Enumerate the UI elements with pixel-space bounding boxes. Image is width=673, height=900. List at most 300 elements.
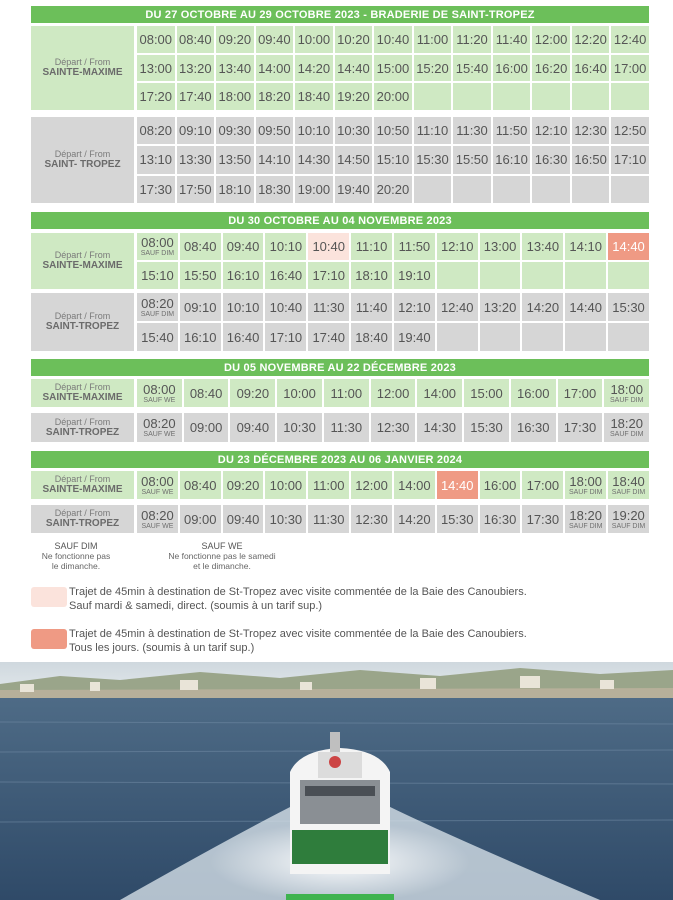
departure-time-cell — [394, 471, 435, 499]
empty-time-cell — [437, 262, 478, 289]
departure-time: 20:20 — [376, 181, 410, 197]
departure-time-cell — [216, 83, 254, 110]
departure-time: 15:50 — [455, 152, 489, 168]
departure-time-cell — [177, 26, 215, 53]
times-row — [137, 323, 649, 351]
departure-time-cell — [414, 26, 452, 53]
departure-time-cell — [180, 233, 221, 260]
departure-time: 12:00 — [534, 31, 568, 47]
footnote-line: Ne fonctionne pas — [41, 550, 111, 561]
departure-time-cell — [532, 117, 570, 144]
departure-time-cell — [511, 413, 556, 442]
times-grid — [137, 293, 649, 351]
boat-photo — [0, 662, 673, 900]
legend-line: Tous les jours. (soumis à un tarif sup.) — [69, 642, 255, 655]
departure-time-cell — [335, 55, 373, 82]
departure-time-cell — [223, 505, 264, 533]
departure-time: 09:10 — [183, 299, 217, 315]
departure-time: 11:30 — [312, 511, 345, 527]
departure-time: 14:20 — [297, 60, 331, 76]
departure-time-cell — [453, 117, 491, 144]
departure-time: 15:30 — [470, 420, 503, 435]
times-row — [137, 379, 649, 407]
departure-time-cell — [437, 505, 478, 533]
departure-time: 09:30 — [218, 123, 252, 139]
departure-time: 17:50 — [179, 181, 212, 197]
departure-time-cell — [480, 293, 521, 321]
departure-time-cell — [265, 233, 306, 260]
legend-text — [69, 627, 527, 656]
departure-time-cell — [394, 262, 435, 289]
footnote-sauf-we — [152, 541, 292, 571]
departure-time-cell — [137, 505, 178, 533]
times-grid — [137, 505, 649, 533]
departure-time: 09:20 — [218, 31, 252, 47]
times-row — [137, 413, 649, 442]
restriction-note: SAUF WE — [141, 522, 174, 530]
departure-time: 19:20 — [612, 507, 645, 523]
departure-time: 19:20 — [337, 89, 370, 105]
departure-time: 12:50 — [613, 123, 647, 139]
departure-time: 15:10 — [376, 152, 410, 168]
departure-time-cell — [335, 176, 373, 203]
empty-time-cell — [565, 323, 606, 351]
departure-time: 10:40 — [269, 299, 303, 315]
departure-time-cell — [137, 293, 178, 321]
departure-from-text: Départ / From — [54, 57, 111, 68]
departure-block — [31, 26, 649, 110]
departure-block — [31, 379, 649, 407]
departure-time-cell — [351, 262, 392, 289]
departure-time-cell — [137, 176, 175, 203]
departure-time-cell — [522, 471, 563, 499]
departure-time-cell — [308, 293, 349, 321]
departure-time-cell — [137, 379, 182, 407]
departure-label — [31, 293, 134, 351]
departure-time-cell — [295, 26, 333, 53]
empty-time-cell — [522, 323, 563, 351]
departure-time-cell — [611, 26, 649, 53]
departure-time-cell — [308, 505, 349, 533]
departure-time: 14:40 — [440, 477, 474, 493]
departure-time-cell — [230, 413, 275, 442]
restriction-note: SAUF DIM — [568, 488, 603, 496]
departure-time: 18:40 — [297, 89, 331, 105]
departure-time-cell — [324, 379, 369, 407]
departure-time: 16:30 — [516, 420, 550, 435]
section-header: DU 05 NOVEMBRE AU 22 DÉCEMBRE 2023 — [31, 359, 649, 376]
departure-time-cell — [493, 55, 531, 82]
departure-time-cell — [565, 505, 606, 533]
departure-time-cell — [493, 146, 531, 173]
times-grid — [137, 233, 649, 289]
departure-time: 08:40 — [189, 385, 223, 401]
departure-time-cell — [308, 233, 349, 260]
departure-time-cell — [558, 379, 603, 407]
departure-time: 14:50 — [337, 152, 370, 168]
times-row — [137, 293, 649, 321]
departure-time: 13:00 — [483, 239, 517, 254]
departure-time-cell — [394, 233, 435, 260]
section-header: DU 27 OCTOBRE AU 29 OCTOBRE 2023 - BRADERIE DE SAINT-TROPEZ — [31, 6, 649, 23]
departure-time-cell — [137, 146, 175, 173]
departure-time-cell — [216, 146, 254, 173]
departure-time: 20:00 — [376, 89, 410, 105]
departure-time: 18:20 — [610, 416, 643, 431]
departure-time-cell — [180, 471, 221, 499]
departure-from-text: Départ / From — [54, 149, 111, 160]
departure-time: 13:00 — [139, 60, 173, 76]
departure-time: 10:00 — [283, 385, 316, 401]
departure-time: 12:10 — [398, 299, 431, 315]
departure-time: 14:20 — [398, 511, 431, 527]
departure-time-cell — [394, 293, 435, 321]
section-header: DU 23 DÉCEMBRE 2023 AU 06 JANVIER 2024 — [31, 451, 649, 468]
departure-time: 15:50 — [183, 268, 217, 283]
departure-time: 14:00 — [258, 60, 291, 76]
departure-time-cell — [565, 471, 606, 499]
departure-time-cell — [437, 233, 478, 260]
departure-time-cell — [137, 26, 175, 53]
departure-port-name: SAINTE-MAXIME — [42, 67, 123, 79]
departure-block — [31, 233, 649, 289]
departure-time-cell — [608, 293, 649, 321]
departure-time-cell — [223, 293, 264, 321]
departure-time-cell — [414, 117, 452, 144]
departure-time: 10:00 — [297, 31, 331, 47]
departure-time: 11:40 — [355, 299, 388, 315]
departure-time-cell — [604, 413, 649, 442]
departure-time-cell — [223, 323, 264, 351]
departure-time-cell — [351, 471, 392, 499]
departure-time-cell — [265, 323, 306, 351]
departure-time-cell — [572, 146, 610, 173]
departure-time-cell — [417, 413, 462, 442]
departure-time: 12:40 — [440, 299, 474, 315]
departure-time: 16:40 — [574, 60, 607, 76]
empty-time-cell — [611, 176, 649, 203]
departure-time-cell — [265, 262, 306, 289]
departure-time-cell — [453, 55, 491, 82]
legend-light — [31, 585, 527, 614]
departure-time: 17:10 — [312, 268, 345, 283]
departure-time: 18:10 — [355, 268, 388, 283]
departure-time: 12:00 — [376, 385, 410, 401]
departure-time-cell — [256, 83, 294, 110]
empty-time-cell — [480, 323, 521, 351]
footnote-title: SAUF DIM — [54, 541, 98, 551]
departure-time-cell — [532, 55, 570, 82]
empty-time-cell — [480, 262, 521, 289]
departure-time-cell — [611, 117, 649, 144]
departure-time-cell — [277, 379, 322, 407]
departure-time-cell — [295, 55, 333, 82]
departure-from-text: Départ / From — [54, 382, 111, 393]
departure-time: 16:30 — [483, 511, 517, 527]
departure-time-cell — [417, 379, 462, 407]
departure-time-cell — [437, 471, 478, 499]
departure-time: 14:30 — [423, 420, 457, 435]
departure-port-name: SAINTE-MAXIME — [42, 260, 123, 272]
departure-time: 19:00 — [297, 181, 331, 197]
departure-time-cell — [216, 117, 254, 144]
departure-label — [31, 117, 134, 203]
departure-time-cell — [394, 505, 435, 533]
empty-time-cell — [608, 262, 649, 289]
departure-time: 10:30 — [269, 511, 303, 527]
departure-time: 11:00 — [416, 31, 449, 47]
times-row — [137, 26, 649, 53]
departure-time: 11:20 — [456, 31, 488, 47]
empty-time-cell — [493, 176, 531, 203]
departure-time: 15:00 — [470, 385, 503, 401]
times-row — [137, 233, 649, 260]
restriction-note: SAUF WE — [141, 488, 174, 496]
departure-time-cell — [295, 146, 333, 173]
departure-time-cell — [177, 83, 215, 110]
departure-time-cell — [137, 83, 175, 110]
departure-time: 11:30 — [330, 420, 363, 435]
departure-time-cell — [265, 505, 306, 533]
times-row — [137, 471, 649, 499]
departure-time-cell — [374, 83, 412, 110]
departure-time: 10:10 — [226, 299, 260, 315]
departure-time: 17:10 — [613, 152, 647, 168]
departure-time-cell — [414, 55, 452, 82]
departure-port-name: SAINT- TROPEZ — [44, 159, 121, 171]
departure-port-name: SAINT-TROPEZ — [45, 426, 120, 438]
departure-time: 08:00 — [141, 473, 174, 489]
restriction-note: SAUF WE — [143, 396, 176, 404]
departure-time-cell — [137, 55, 175, 82]
departure-time: 10:40 — [376, 31, 410, 47]
departure-time-cell — [374, 176, 412, 203]
departure-time: 09:40 — [226, 239, 260, 254]
departure-time-cell — [177, 117, 215, 144]
departure-block — [31, 505, 649, 533]
empty-time-cell — [453, 176, 491, 203]
departure-port-name: SAINT-TROPEZ — [45, 518, 120, 530]
departure-from-text: Départ / From — [54, 250, 111, 261]
departure-time-cell — [335, 146, 373, 173]
departure-from-text: Départ / From — [54, 474, 111, 485]
departure-time: 08:40 — [183, 477, 217, 493]
departure-time: 16:10 — [183, 329, 217, 345]
empty-time-cell — [572, 83, 610, 110]
times-grid — [137, 379, 649, 407]
departure-time-cell — [351, 323, 392, 351]
departure-time: 10:00 — [269, 477, 303, 493]
departure-time-cell — [572, 26, 610, 53]
departure-time: 17:00 — [563, 385, 597, 401]
departure-time: 18:20 — [258, 89, 291, 105]
footnote-line: le dimanche. — [51, 560, 101, 571]
departure-time: 14:00 — [423, 385, 457, 401]
departure-time-cell — [493, 117, 531, 144]
departure-time: 11:00 — [312, 477, 345, 493]
times-row — [137, 146, 649, 173]
departure-time: 10:20 — [337, 31, 370, 47]
departure-time-cell — [414, 146, 452, 173]
departure-time: 12:30 — [355, 511, 388, 527]
departure-time-cell — [464, 413, 509, 442]
times-grid — [137, 413, 649, 442]
departure-time: 08:20 — [143, 416, 176, 431]
departure-time: 08:00 — [139, 31, 173, 47]
departure-time: 08:40 — [183, 239, 217, 254]
departure-time: 10:10 — [297, 123, 331, 139]
departure-time: 18:00 — [569, 473, 602, 489]
times-row — [137, 117, 649, 144]
empty-time-cell — [522, 262, 563, 289]
departure-time: 18:20 — [569, 507, 602, 523]
departure-time: 15:10 — [141, 268, 174, 283]
departure-time-cell — [223, 471, 264, 499]
departure-time: 11:30 — [312, 299, 345, 315]
departure-time-cell — [558, 413, 603, 442]
departure-time: 10:30 — [337, 123, 370, 139]
departure-time: 12:10 — [534, 123, 568, 139]
departure-from-text: Départ / From — [54, 311, 111, 322]
departure-from-text: Départ / From — [54, 508, 111, 519]
departure-time: 11:40 — [495, 31, 528, 47]
departure-time: 10:30 — [283, 420, 316, 435]
restriction-note: SAUF DIM — [611, 522, 646, 530]
departure-time: 14:30 — [297, 152, 331, 168]
departure-time-cell — [351, 293, 392, 321]
departure-time: 10:40 — [312, 239, 345, 254]
departure-time-cell — [532, 146, 570, 173]
departure-time-cell — [522, 505, 563, 533]
departure-time: 16:20 — [534, 60, 568, 76]
departure-time-cell — [608, 233, 649, 260]
departure-time: 09:00 — [183, 511, 217, 527]
departure-time: 09:40 — [236, 420, 270, 435]
departure-time: 12:30 — [574, 123, 607, 139]
departure-time-cell — [216, 176, 254, 203]
times-row — [137, 262, 649, 289]
departure-time: 18:00 — [218, 89, 252, 105]
departure-time-cell — [565, 293, 606, 321]
departure-time-cell — [493, 26, 531, 53]
times-grid — [137, 471, 649, 499]
legend-line: Trajet de 45min à destination de St-Tropez avec visite commentée de la Baie des Canoubiers. — [69, 628, 527, 640]
legend-text — [69, 585, 527, 614]
departure-time: 14:00 — [398, 477, 431, 493]
departure-time-cell — [374, 55, 412, 82]
departure-time-cell — [437, 293, 478, 321]
departure-time-cell — [324, 413, 369, 442]
departure-time: 16:10 — [226, 268, 260, 283]
departure-time: 08:00 — [143, 381, 176, 397]
departure-time: 13:40 — [526, 239, 560, 254]
departure-time: 15:40 — [141, 329, 174, 345]
departure-time-cell — [137, 233, 178, 260]
departure-time: 17:00 — [526, 477, 560, 493]
departure-time: 09:40 — [258, 31, 291, 47]
departure-time: 19:10 — [398, 268, 431, 283]
departure-time-cell — [532, 26, 570, 53]
restriction-note: SAUF DIM — [609, 396, 644, 404]
departure-time: 15:30 — [612, 299, 645, 315]
departure-time: 09:20 — [226, 477, 260, 493]
departure-time: 16:30 — [534, 152, 568, 168]
departure-time-cell — [480, 471, 521, 499]
departure-time-cell — [256, 117, 294, 144]
empty-time-cell — [493, 83, 531, 110]
departure-time-cell — [335, 117, 373, 144]
departure-time-cell — [308, 262, 349, 289]
restriction-note: SAUF DIM — [611, 488, 646, 496]
empty-time-cell — [532, 176, 570, 203]
empty-time-cell — [414, 176, 452, 203]
departure-time: 11:50 — [398, 239, 431, 254]
departure-time: 13:30 — [179, 152, 212, 168]
departure-time-cell — [256, 26, 294, 53]
restriction-note: SAUF DIM — [609, 431, 644, 438]
departure-time-cell — [137, 262, 178, 289]
departure-time-cell — [137, 323, 178, 351]
departure-time: 15:30 — [440, 511, 474, 527]
departure-time-cell — [223, 233, 264, 260]
empty-time-cell — [565, 262, 606, 289]
departure-time: 17:30 — [563, 420, 597, 435]
departure-time: 10:50 — [376, 123, 410, 139]
departure-time: 12:10 — [440, 239, 474, 254]
departure-time: 13:10 — [139, 152, 173, 168]
departure-time: 12:40 — [613, 31, 647, 47]
departure-time: 16:40 — [269, 268, 303, 283]
departure-time-cell — [180, 323, 221, 351]
departure-time-cell — [453, 146, 491, 173]
departure-time-cell — [265, 471, 306, 499]
departure-time-cell — [256, 55, 294, 82]
departure-time-cell — [394, 323, 435, 351]
restriction-note: SAUF DIM — [140, 250, 175, 257]
departure-time: 13:50 — [218, 152, 252, 168]
departure-time: 08:20 — [141, 295, 174, 311]
departure-time: 15:20 — [416, 60, 449, 76]
departure-time: 09:40 — [226, 511, 260, 527]
departure-time-cell — [374, 26, 412, 53]
times-row — [137, 55, 649, 82]
departure-time: 16:40 — [226, 329, 260, 345]
departure-time-cell — [295, 176, 333, 203]
departure-time: 12:00 — [355, 477, 388, 493]
departure-port-name: SAINTE-MAXIME — [42, 484, 123, 496]
departure-time-cell — [572, 117, 610, 144]
times-row — [137, 83, 649, 110]
departure-time-cell — [611, 55, 649, 82]
departure-time-cell — [611, 146, 649, 173]
departure-time-cell — [180, 293, 221, 321]
departure-time: 16:50 — [574, 152, 607, 168]
departure-time: 18:40 — [612, 473, 645, 489]
departure-label — [31, 379, 134, 407]
departure-time-cell — [308, 471, 349, 499]
departure-time: 17:20 — [139, 89, 173, 105]
departure-time: 16:00 — [483, 477, 517, 493]
departure-time-cell — [572, 55, 610, 82]
restriction-note: SAUF DIM — [568, 522, 603, 530]
departure-time-cell — [177, 55, 215, 82]
departure-time-cell — [335, 83, 373, 110]
departure-time-cell — [230, 379, 275, 407]
departure-time-cell — [351, 233, 392, 260]
departure-time: 15:30 — [416, 152, 449, 168]
departure-time: 13:40 — [218, 60, 252, 76]
departure-time: 09:10 — [179, 123, 212, 139]
